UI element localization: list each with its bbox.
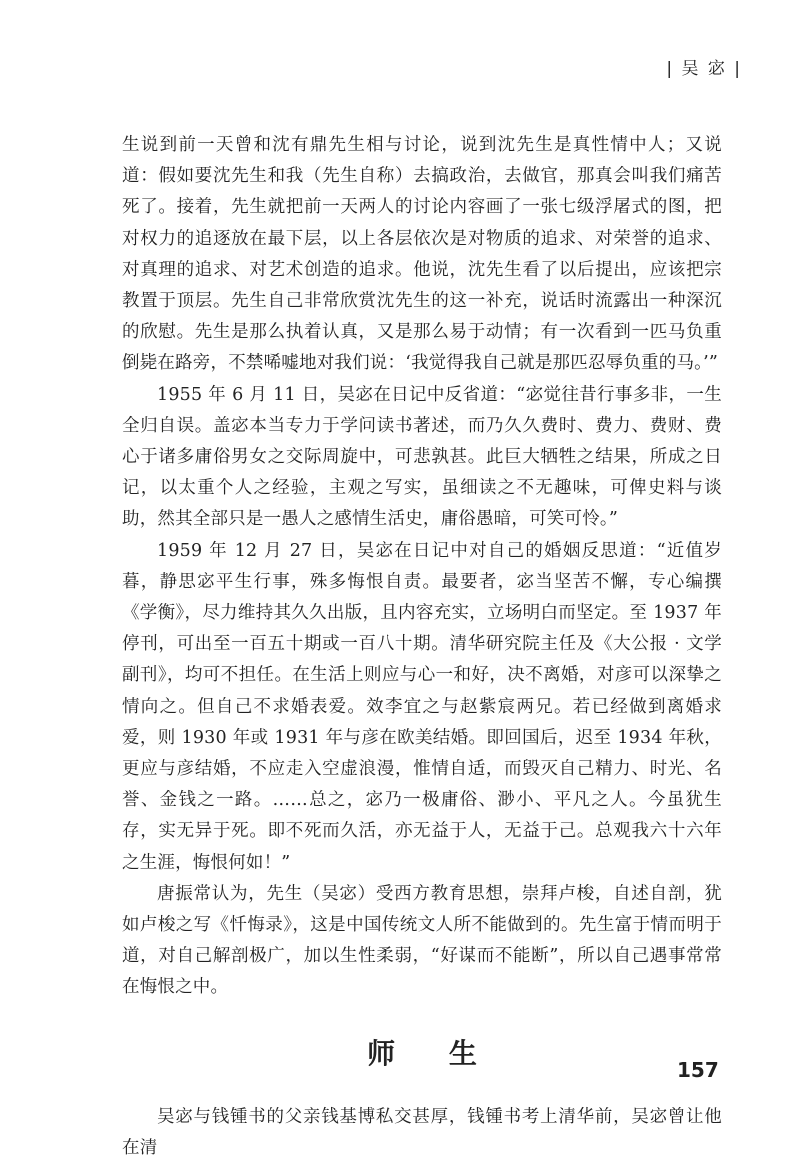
paragraph-continued: 生说到前一天曾和沈有鼎先生相与讨论，说到沈先生是真性情中人；又说道：假如要沈先生和我（先生自称）去搞政治，去做官，那真会叫我们痛苦死了。接着，先生就把前一天两人的讨论内容画了一张七级浮屠式的图，把对权力的追逐放在最下层，以上各层依次是对物质的追求、对荣誉的追求、对真理的追求、对艺术创造的追求。他说，沈先生看了以后提出，应该把宗教置于顶层。先生自己非常欣赏沈先生的这一补充，说话时流露出一种深沉的欣慰。先生是那么执着认真，又是那么易于动情；有一次看到一匹马负重倒毙在路旁，不禁唏嘘地对我们说：‘我觉得我自己就是那匹忍辱负重的马。’” bbox=[122, 135, 722, 374]
page-number: 157 bbox=[677, 1058, 719, 1082]
section-title: 师 生 bbox=[367, 1036, 499, 1070]
paragraph-diary-1955: 1955 年 6 月 11 日，吴宓在日记中反省道：“宓觉往昔行事多非，一生全归自误。盖宓本当专力于学问读书著述，而乃久久费时、费力、费财、费心于诸多庸俗男女之交际周旋中，可悲孰甚。此巨大牺牲之结果，所成之日记，以太重个人之经验，主观之写实，虽细读之不无趣味，可俾史料与谈助，然其全部只是一愚人之感情生活史，庸俗愚暗，可笑可怜。” bbox=[122, 384, 722, 530]
paragraph-section-start: 吴宓与钱锺书的父亲钱基博私交甚厚，钱锺书考上清华前，吴宓曾让他在清 bbox=[122, 1106, 722, 1158]
running-header: | 吴 宓 | bbox=[666, 59, 742, 79]
paragraph-diary-1959: 1959 年 12 月 27 日，吴宓在日记中对自己的婚姻反思道：“近值岁暮，静思宓平生行事，殊多悔恨自责。最要者，宓当坚苦不懈，专心编撰《学衡》，尽力维持其久久出版，且内容充实，立场明白而坚定。至 1937 年停刊，可出至一百五十期或一百八十期。清华研究院主任及《大公报 · 文学副刊》，均可不担任。在生活上则应与心一和好，决不离婚，对彦可以深挚之情向之。但自己不求婚表爱。效李宜之与赵紫宸两兄。若已经做到离婚求爱，则 1930 年或 1931 年与彦在欧美结婚。即回国后，迟至 1934 年秋，更应与彦结婚，不应走入空虚浪漫，惟情自适，而毁灭自己精力、时光、名誉、金钱之一路。……总之，宓乃一极庸俗、渺小、平凡之人。今虽犹生存，实无异于死。即不死而久活，亦无益于人，无益于己。总观我六十六年之生涯，悔恨何如！” bbox=[122, 540, 722, 873]
paragraph-tang-zhenchang: 唐振常认为，先生（吴宓）受西方教育思想，崇拜卢梭，自述自剖，犹如卢梭之写《忏悔录》，这是中国传统文人所不能做到的。先生富于情而明于道，对自己解剖极广，加以生性柔弱，“好谋而不能断”，所以自己遇事常常在悔恨之中。 bbox=[122, 883, 722, 998]
page-body bbox=[122, 130, 722, 1164]
